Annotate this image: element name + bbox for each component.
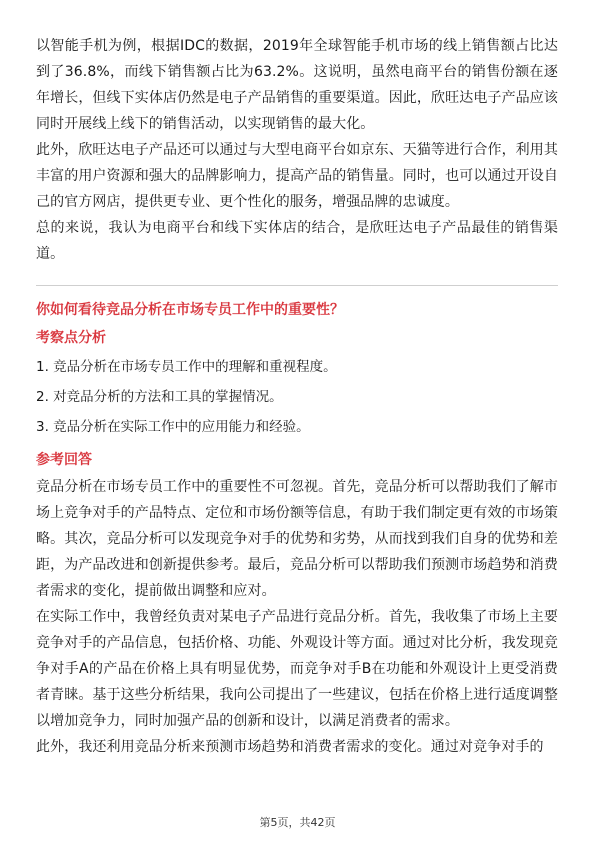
answer-paragraph: 竞品分析在市场专员工作中的重要性不可忽视。首先，竞品分析可以帮助我们了解市场上竞争对手的产品特点、定位和市场份额等信息，有助于我们制定更有效的市场策略。其次，竞品分析可以发现竞争对手的优势和劣势，从而找到我们自身的优势和差距，为产品改进和创新提供参考。最后，竞品分析可以帮助我们预测市场趋势和消费者需求的变化，提前做出调整和应对。 xyxy=(36,479,558,599)
analysis-point: 1. 竞品分析在市场专员工作中的理解和重视程度。 xyxy=(36,359,337,375)
answer-paragraph: 此外，我还利用竞品分析来预测市场趋势和消费者需求的变化。通过对竞争对手的 xyxy=(36,739,544,755)
analysis-heading: 考察点分析 xyxy=(36,330,106,346)
answer-paragraph: 在实际工作中，我曾经负责对某电子产品进行竞品分析。首先，我收集了市场上主要竞争对手的产品信息，包括价格、功能、外观设计等方面。通过对比分析，我发现竞争对手A的产品在价格上具有明显优势，而竞争对手B在功能和外观设计上更受消费者青睐。基于这些分析结果，我向公司提出了一些建议，包括在价格上进行适度调整以增加竞争力，同时加强产品的创新和设计，以满足消费者的需求。 xyxy=(36,609,558,729)
analysis-point: 2. 对竞品分析的方法和工具的掌握情况。 xyxy=(36,389,283,405)
page-number: 第5页，共42页 xyxy=(259,816,336,829)
body-paragraph: 以智能手机为例，根据IDC的数据，2019年全球智能手机市场的线上销售额占比达到了36.8%，而线下销售额占比为63.2%。这说明，虽然电商平台的销售份额在逐年增长，但线下实体店仍然是电子产品销售的重要渠道。因此，欣旺达电子产品应该同时开展线上线下的销售活动，以实现销售的最大化。 xyxy=(36,38,558,132)
analysis-points xyxy=(36,352,558,442)
analysis-point: 3. 竞品分析在实际工作中的应用能力和经验。 xyxy=(36,419,310,435)
body-paragraph: 总的来说，我认为电商平台和线下实体店的结合，是欣旺达电子产品最佳的销售渠道。 xyxy=(36,220,558,262)
body-paragraph: 此外，欣旺达电子产品还可以通过与大型电商平台如京东、天猫等进行合作，利用其丰富的用户资源和强大的品牌影响力，提高产品的销售量。同时，也可以通过开设自己的官方网店，提供更专业、更个性化的服务，增强品牌的忠诚度。 xyxy=(36,142,558,210)
interview-question: 你如何看待竞品分析在市场专员工作中的重要性？ xyxy=(36,302,344,318)
page-content xyxy=(36,33,558,760)
section-divider xyxy=(36,285,558,286)
answer-heading: 参考回答 xyxy=(36,452,92,468)
